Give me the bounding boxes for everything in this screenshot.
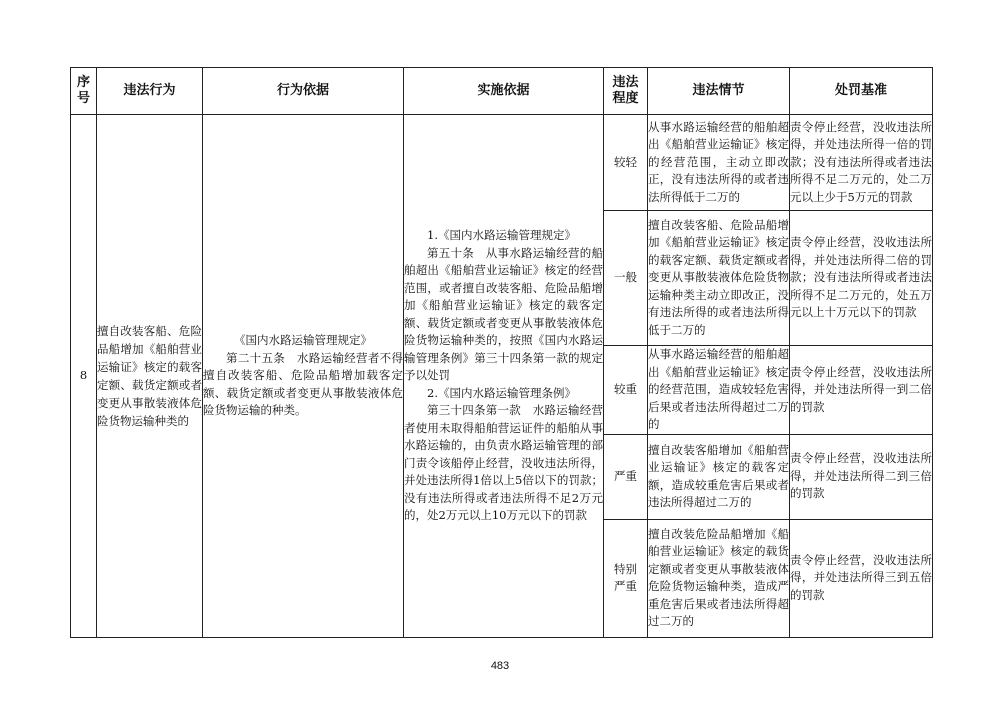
basis-text: 第二十五条 水路运输经营者不得擅自改装客船、危险品船增加载客定额、载货定额或者变更从事散装液体危险货物运输的种类。 <box>203 350 403 417</box>
circumstance-1: 从事水路运输经营的船舶超出《船舶营业运输证》核定的经营范围，主动立即改正，没有违法所得的或者违法所得低于二万的 <box>648 115 790 211</box>
row-act-basis <box>203 115 404 638</box>
penalty-4: 责令停止经营，没收违法所得，并处违法所得二到三倍的罚款 <box>790 434 933 519</box>
penalty-3: 责令停止经营，没收违法所得，并处违法所得一到二倍的罚款 <box>790 346 933 435</box>
impl-line-3: 2.《国内水路运输管理条例》 <box>427 385 576 400</box>
header-act: 违法行为 <box>97 68 203 115</box>
circumstance-5: 擅自改装危险品船增加《船舶营业运输证》核定的载货定额或者变更从事散装液体危险货物运输种类，造成严重危害后果或者违法所得超过二万的 <box>648 519 790 637</box>
header-degree: 违法程度 <box>604 68 648 115</box>
impl-line-2: 第五十条 从事水路运输经营的船舶超出《船舶营业运输证》核定的经营范围，或者擅自改装客船、危险品船增加《船舶营业运输证》核定的载客定额、载货定额或者变更从事散装液体危险货物运输种类的，按照《国内水路运输管理条例》第三十四条第一款的规定予以处罚 <box>404 245 603 382</box>
row-impl-basis <box>404 115 604 638</box>
table-row <box>71 115 933 211</box>
header-row <box>71 68 933 115</box>
row-seq: 8 <box>71 115 97 638</box>
header-seq: 序号 <box>71 68 97 115</box>
circumstance-3: 从事水路运输经营的船舶超出《船舶营业运输证》核定的经营范围，造成较轻危害后果或者违法所得超过二万的 <box>648 346 790 435</box>
basis-title: 《国内水路运输管理规定》 <box>234 333 372 347</box>
penalty-5: 责令停止经营，没收违法所得，并处违法所得三到五倍的罚款 <box>790 519 933 637</box>
degree-5: 特别严重 <box>604 519 648 637</box>
header-basis: 行为依据 <box>203 68 404 115</box>
row-violation-act: 擅自改装客船、危险品船增加《船舶营业运输证》核定的载客定额、载货定额或者变更从事散装液体危险货物运输种类的 <box>97 115 203 638</box>
penalty-standard-table <box>70 67 933 638</box>
degree-1: 较轻 <box>604 115 648 211</box>
header-circumstance: 违法情节 <box>648 68 790 115</box>
page-number: 483 <box>490 660 510 672</box>
impl-line-1: 1.《国内水路运输管理规定》 <box>427 228 576 242</box>
circumstance-4: 擅自改装客船增加《船舶营业运输证》核定的载客定额，造成较重危害后果或者违法所得超过二万的 <box>648 434 790 519</box>
degree-4: 严重 <box>604 434 648 519</box>
impl-line-4: 第三十四条第一款 水路运输经营者使用未取得船舶营运证件的船舶从事水路运输的，由负责水路运输管理的部门责令该船停止经营，没收违法所得，并处违法所得1倍以上5倍以下的罚款；没有违法所得或者违法所得不足2万元的，处2万元以上10万元以下的罚款 <box>404 403 603 522</box>
header-impl: 实施依据 <box>404 68 604 115</box>
circumstance-2: 擅自改装客船、危险品船增加《船舶营业运输证》核定的载客定额、载货定额或者变更从事散装液体危险货物运输种类主动立即改正，没有违法所得的或者违法所得低于二万的 <box>648 211 790 346</box>
degree-3: 较重 <box>604 346 648 435</box>
penalty-2: 责令停止经营，没收违法所得，并处违法所得二倍的罚款；没有违法所得或者违法所得不足二万元的，处五万元以上十万元以下的罚款 <box>790 211 933 346</box>
penalty-1: 责令停止经营，没收违法所得，并处违法所得一倍的罚款；没有违法所得或者违法所得不足二万元的，处二万元以上少于5万元的罚款 <box>790 115 933 211</box>
header-penalty: 处罚基准 <box>790 68 933 115</box>
degree-2: 一般 <box>604 211 648 346</box>
